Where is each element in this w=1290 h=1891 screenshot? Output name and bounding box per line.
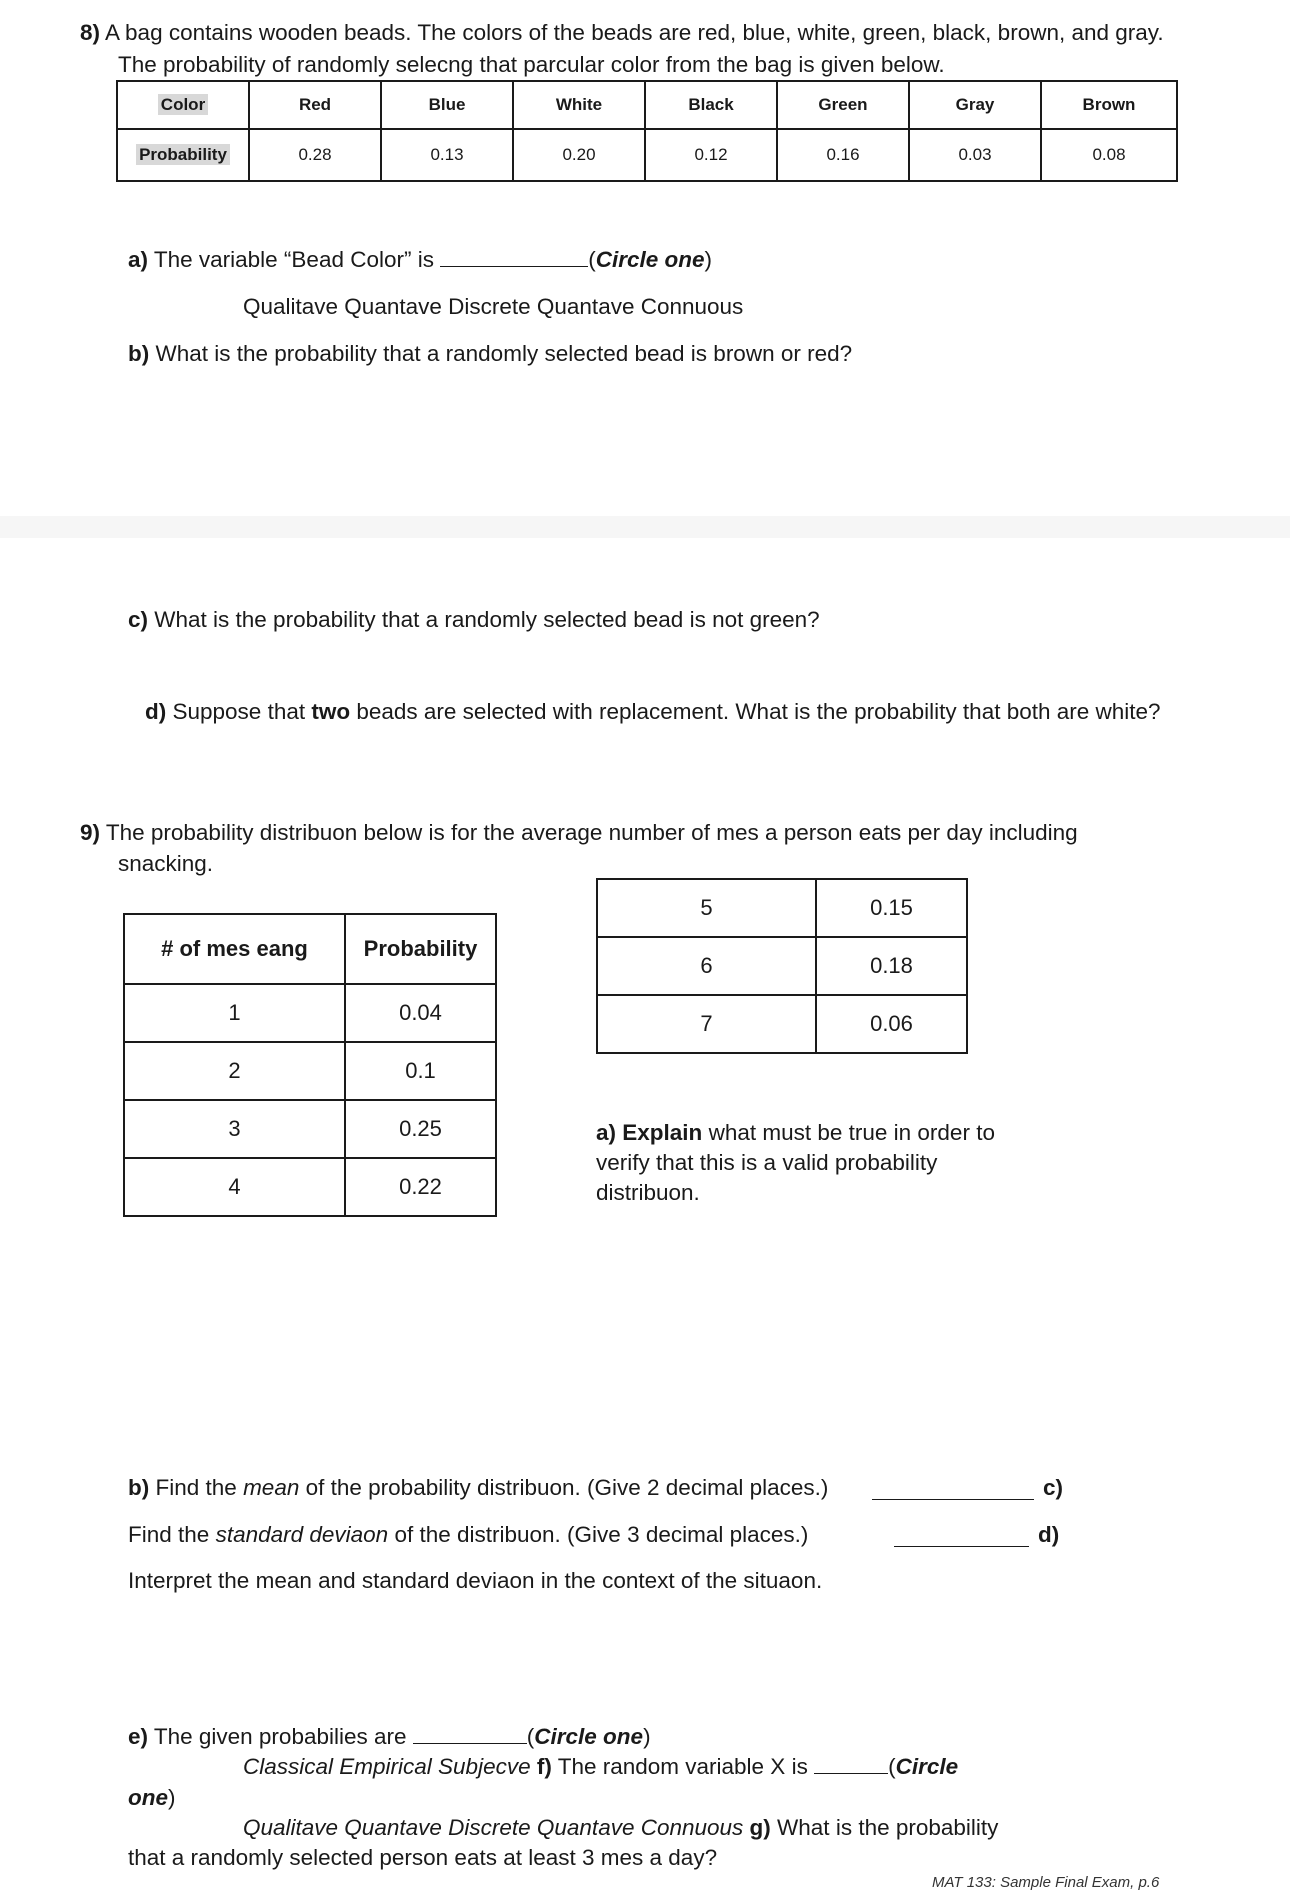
q8d-bold-two: two <box>311 699 351 724</box>
q9-number: 9) <box>80 820 101 845</box>
q9f-choices-q9g <box>243 1813 998 1843</box>
q9d-label: d) <box>1038 1522 1060 1547</box>
probability-cell: 0.12 <box>645 129 777 181</box>
x-value-cell: 1 <box>124 984 345 1042</box>
p-value-cell: 0.25 <box>345 1100 496 1158</box>
probability-cell: 0.28 <box>249 129 381 181</box>
q9-intro <box>80 818 1078 848</box>
p-value-cell: 0.06 <box>816 995 967 1053</box>
q9a-label: a) <box>596 1120 617 1145</box>
q9a-explain: Explain <box>622 1120 703 1145</box>
probability-cell: 0.03 <box>909 129 1041 181</box>
x-value-cell: 3 <box>124 1100 345 1158</box>
q8-intro <box>80 18 1164 48</box>
q9g-text-2: that a randomly selected person eats at least 3 mes a day? <box>128 1845 718 1870</box>
q9e-choices: Classical Empirical Subjecve <box>243 1754 537 1779</box>
q9b-answer-blank[interactable] <box>872 1479 1034 1500</box>
distribution-table-right <box>596 878 968 1054</box>
bead-probability-table <box>116 80 1178 182</box>
p-value-cell: 0.15 <box>816 879 967 937</box>
q8c-label: c) <box>128 607 149 632</box>
color-cell: White <box>513 81 645 129</box>
color-cell: Red <box>249 81 381 129</box>
table-row <box>124 1158 496 1216</box>
color-row-label: Color <box>117 81 249 129</box>
q9-intro-line1: The probability distribuon below is for the average number of mes a person eats per day including <box>100 820 1078 845</box>
q8a: a) The variable “Bead Color” is (Circle one) <box>128 247 713 272</box>
q8b-label: b) <box>128 341 150 366</box>
q9-interpret: Interpret the mean and standard deviaon in the context of the situaon. <box>128 1568 823 1593</box>
q8b <box>128 339 852 369</box>
bead-probability-row <box>117 129 1177 181</box>
x-value-cell: 2 <box>124 1042 345 1100</box>
color-cell: Green <box>777 81 909 129</box>
q9f-choices: Qualitave Quantave Discrete Quantave Connuous <box>243 1815 750 1840</box>
q8d <box>145 697 1161 727</box>
q9b-text-2: of the probability distribuon. (Give 2 decimal places.) <box>299 1475 829 1500</box>
q9f-label: f) <box>536 1754 552 1779</box>
table-row <box>124 1100 496 1158</box>
x-value-cell: 6 <box>597 937 816 995</box>
q9e-answer-blank[interactable] <box>413 1723 527 1744</box>
q9a-text-1: what must be true in order to <box>702 1120 995 1145</box>
q8d-text-2: beads are selected with replacement. What is the probability that both are white? <box>350 699 1161 724</box>
probability-cell: 0.16 <box>777 129 909 181</box>
q8a-label: a) <box>128 247 149 272</box>
q8d-text-1: Suppose that <box>166 699 312 724</box>
color-cell: Brown <box>1041 81 1177 129</box>
q9-intro-line2: snacking. <box>118 851 214 876</box>
q8c-text: What is the probability that a randomly selected bead is not green? <box>148 607 820 632</box>
table-row <box>597 937 967 995</box>
q9f-one-word: one <box>128 1785 169 1810</box>
q8-number: 8) <box>80 20 101 45</box>
p-value-cell: 0.04 <box>345 984 496 1042</box>
p-value-cell: 0.18 <box>816 937 967 995</box>
q9g-text-1: What is the probability <box>770 1815 999 1840</box>
q9-sd-answer-blank[interactable] <box>894 1526 1029 1547</box>
q9e-text: The given probabilies are <box>148 1724 413 1749</box>
probability-row-label: Probability <box>117 129 249 181</box>
q8a-choices: Qualitave Quantave Discrete Quantave Connuous <box>243 294 744 319</box>
page-gap <box>0 516 1290 538</box>
p-value-cell: 0.1 <box>345 1042 496 1100</box>
q9-sd-text-1: Find the <box>128 1522 216 1547</box>
color-cell: Black <box>645 81 777 129</box>
q9e-label: e) <box>128 1724 149 1749</box>
q9a-text-2: verify that this is a valid probability <box>596 1150 938 1175</box>
table-row <box>124 984 496 1042</box>
q8a-answer-blank[interactable] <box>440 246 588 267</box>
q9f-circle: Circle <box>895 1754 959 1779</box>
q9b-label: b) <box>128 1475 150 1500</box>
q8-intro-line1: A bag contains wooden beads. The colors of the beads are red, blue, white, green, black, brown, and gray. <box>100 20 1164 45</box>
probability-cell: 0.20 <box>513 129 645 181</box>
q8d-label: d) <box>145 699 167 724</box>
q8a-circle-one: Circle one <box>595 247 705 272</box>
x-value-cell: 4 <box>124 1158 345 1216</box>
q9e-choices-q9f: Classical Empirical Subjecve f) The random variable X is (Circle <box>243 1754 959 1779</box>
q8b-text: What is the probability that a randomly selected bead is brown or red? <box>149 341 853 366</box>
x-value-cell: 7 <box>597 995 816 1053</box>
q9-sd-word: standard deviaon <box>215 1522 389 1547</box>
color-cell: Gray <box>909 81 1041 129</box>
p-value-cell: 0.22 <box>345 1158 496 1216</box>
bead-color-row <box>117 81 1177 129</box>
q9e: e) The given probabilies are (Circle one) <box>128 1724 651 1749</box>
distribution-header-row <box>124 914 496 984</box>
table-row <box>124 1042 496 1100</box>
header-times-eating: # of mes eang <box>124 914 345 984</box>
table-row <box>597 995 967 1053</box>
q9b-mean: mean <box>243 1475 300 1500</box>
q9b-text-1: Find the <box>149 1475 244 1500</box>
q9g-label: g) <box>749 1815 771 1840</box>
page-footer: MAT 133: Sample Final Exam, p.6 <box>932 1874 1160 1891</box>
header-probability: Probability <box>345 914 496 984</box>
q9-sd <box>128 1520 808 1550</box>
q9c-label: c) <box>1043 1475 1064 1500</box>
q8c <box>128 605 820 635</box>
q9b <box>128 1473 828 1503</box>
q9f-one: one) <box>128 1785 176 1810</box>
probability-cell: 0.13 <box>381 129 513 181</box>
q8a-text: The variable “Bead Color” is <box>148 247 441 272</box>
q9a <box>596 1118 995 1148</box>
q9a-text-3: distribuon. <box>596 1180 700 1205</box>
probability-cell: 0.08 <box>1041 129 1177 181</box>
q9f-text: The random variable X is <box>551 1754 815 1779</box>
q9f-answer-blank[interactable] <box>814 1753 888 1774</box>
q9-sd-text-2: of the distribuon. (Give 3 decimal places.) <box>388 1522 809 1547</box>
table-row <box>597 879 967 937</box>
q9e-circle-one: Circle one <box>534 1724 644 1749</box>
q8-intro-line2: The probability of randomly selecng that parcular color from the bag is given below. <box>118 52 945 77</box>
x-value-cell: 5 <box>597 879 816 937</box>
color-cell: Blue <box>381 81 513 129</box>
distribution-table-left <box>123 913 497 1217</box>
